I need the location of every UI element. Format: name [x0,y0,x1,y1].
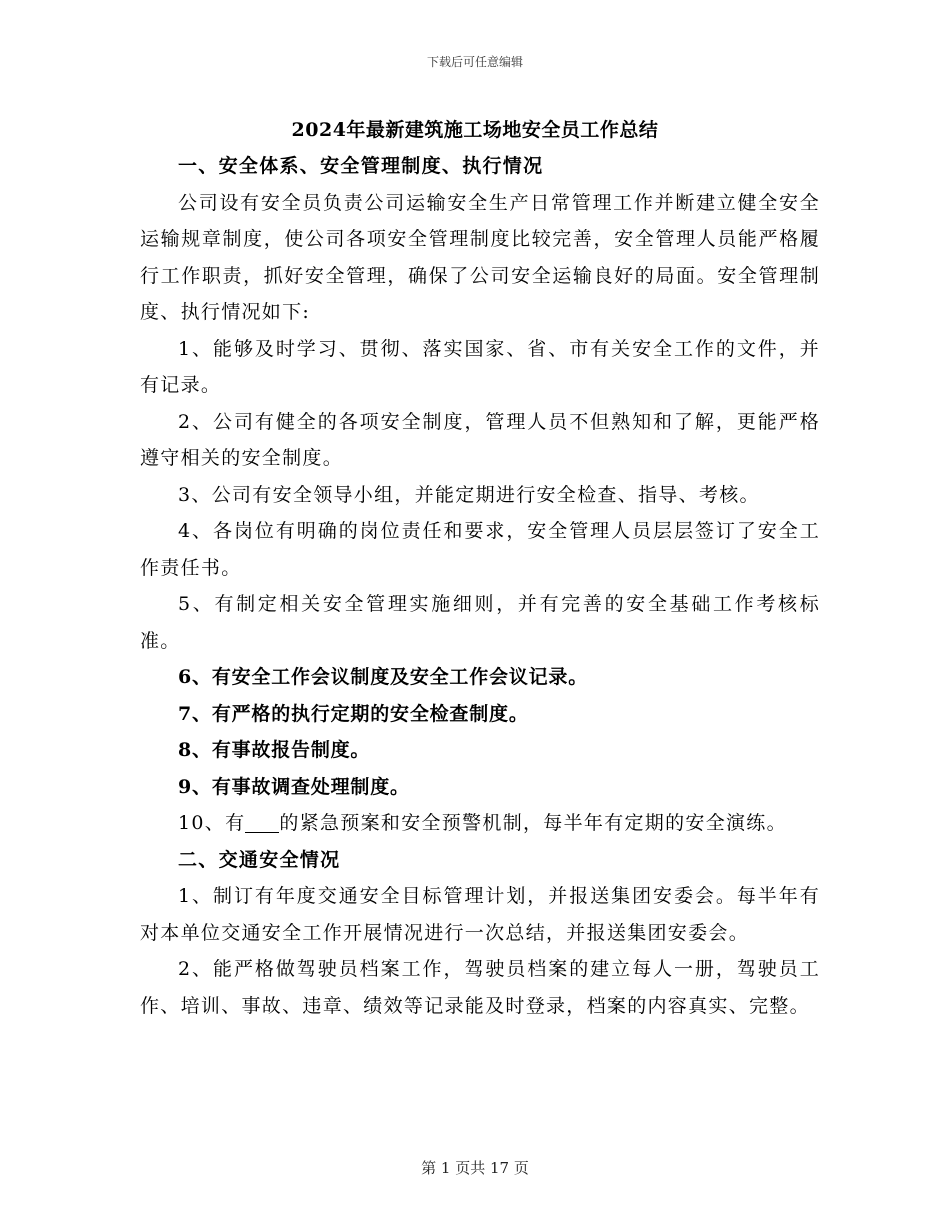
header-note: 下载后可任意编辑 [426,55,523,69]
section-2-item-2: 2、能严格做驾驶员档案工作，驾驶员档案的建立每人一册，驾驶员工作、培训、事故、违章、绩效等记录能及时登录，档案的内容真实、完整。 [140,958,820,1017]
section-heading-1: 一、安全体系、安全管理制度、执行情况 [178,155,544,177]
list-item-7: 7、有严格的执行定期的安全检查制度。 [178,702,529,725]
list-item-6: 6、有安全工作会议制度及安全工作会议记录。 [178,666,589,688]
document-title: 2024年最新建筑施工场地安全员工作总结 [291,119,659,141]
list-item-10-end: 的紧急预案和安全预警机制，每半年有定期的安全演练。 [279,812,787,834]
list-item-8: 8、有事故报告制度。 [178,739,371,761]
list-item-1: 1、能够及时学习、贯彻、落实国家、省、市有关安全工作的文件，并有记录。 [140,337,820,396]
list-item-4: 4、各岗位有明确的岗位责任和要求，安全管理人员层层签订了安全工作责任书。 [140,520,820,579]
list-item-9: 9、有事故调查处理制度。 [178,775,410,798]
blank-underline [245,810,279,833]
section-heading-2: 二、交通安全情况 [178,848,341,871]
section-2-item-1: 1、制订有年度交通安全目标管理计划，并报送集团安委会。每半年有对本单位交通安全工作开展情况进行一次总结，并报送集团安委会。 [140,885,820,944]
page-footer: 第 1 页共 17 页 [421,1159,529,1177]
list-item-10-start: 10、有 [178,812,246,834]
section-1-intro: 公司设有安全员负责公司运输安全生产日常管理工作并断建立健全安全运输规章制度，使公司各项安全管理制度比较完善，安全管理人员能严格履行工作职责，抓好安全管理，确保了公司安全运输良好的局面。安全管理制度、执行情况如下: [140,191,820,323]
list-item-10 [140,805,820,842]
list-item-5: 5、有制定相关安全管理实施细则，并有完善的安全基础工作考核标准。 [140,593,820,652]
document-body [140,148,820,1024]
list-item-3: 3、公司有安全领导小组，并能定期进行安全检查、指导、考核。 [178,483,760,506]
list-item-2: 2、公司有健全的各项安全制度，管理人员不但熟知和了解，更能严格遵守相关的安全制度。 [140,410,820,469]
